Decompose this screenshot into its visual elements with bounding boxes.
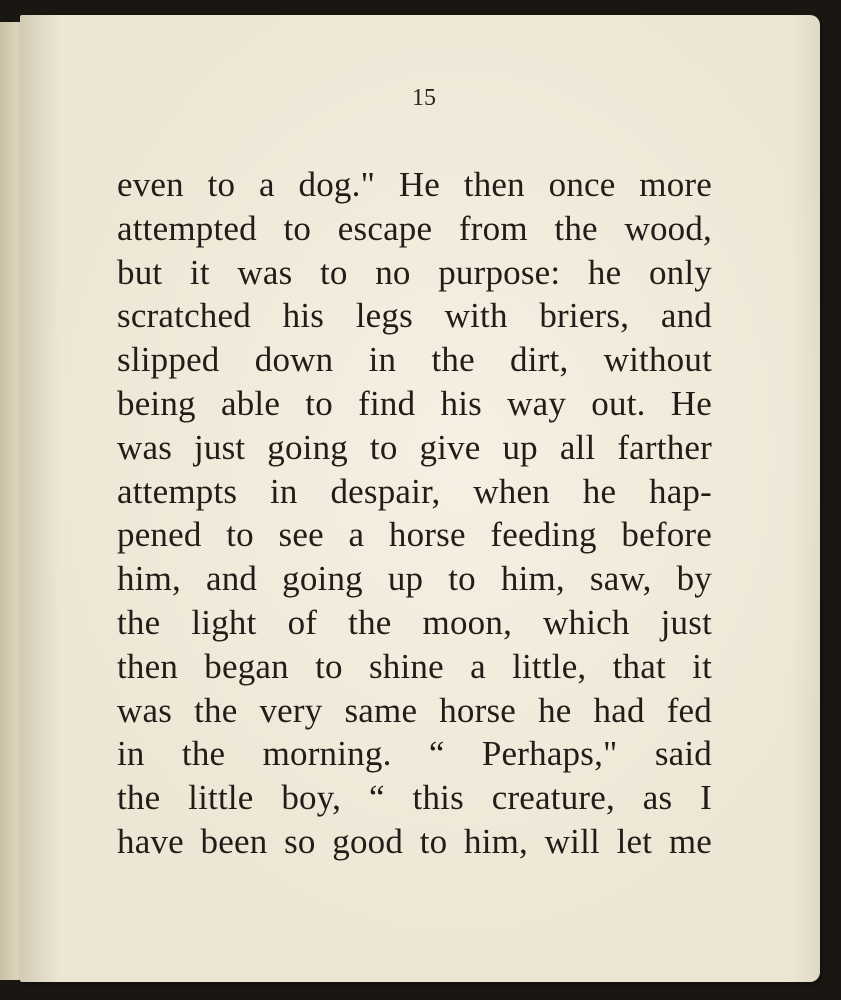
text-line: scratched his legs with briers, and	[117, 296, 712, 336]
text-line: then began to shine a little, that it	[117, 646, 712, 686]
text-line: the light of the moon, which just	[117, 602, 712, 642]
text-line: was just going to give up all farther	[117, 427, 712, 467]
text-line: slipped down in the dirt, without	[117, 340, 712, 380]
text-line: attempted to escape from the wood,	[117, 208, 712, 248]
text-line: but it was to no purpose: he only	[117, 252, 712, 292]
text-line: attempts in despair, when he hap-	[117, 471, 712, 511]
text-line: was the very same horse he had fed	[117, 690, 712, 730]
page-text	[117, 163, 712, 864]
text-line: the little boy, “ this creature, as I	[117, 778, 712, 818]
text-line: even to a dog." He then once more	[117, 165, 712, 204]
book-page	[20, 15, 820, 982]
text-line: pened to see a horse feeding before	[117, 515, 712, 555]
text-line: have been so good to him, will let me	[117, 821, 712, 861]
text-line: him, and going up to him, saw, by	[117, 559, 712, 599]
text-line: in the morning. “ Perhaps," said	[117, 734, 712, 774]
text-line: being able to find his way out. He	[117, 383, 712, 423]
page-number: 15	[412, 85, 436, 111]
